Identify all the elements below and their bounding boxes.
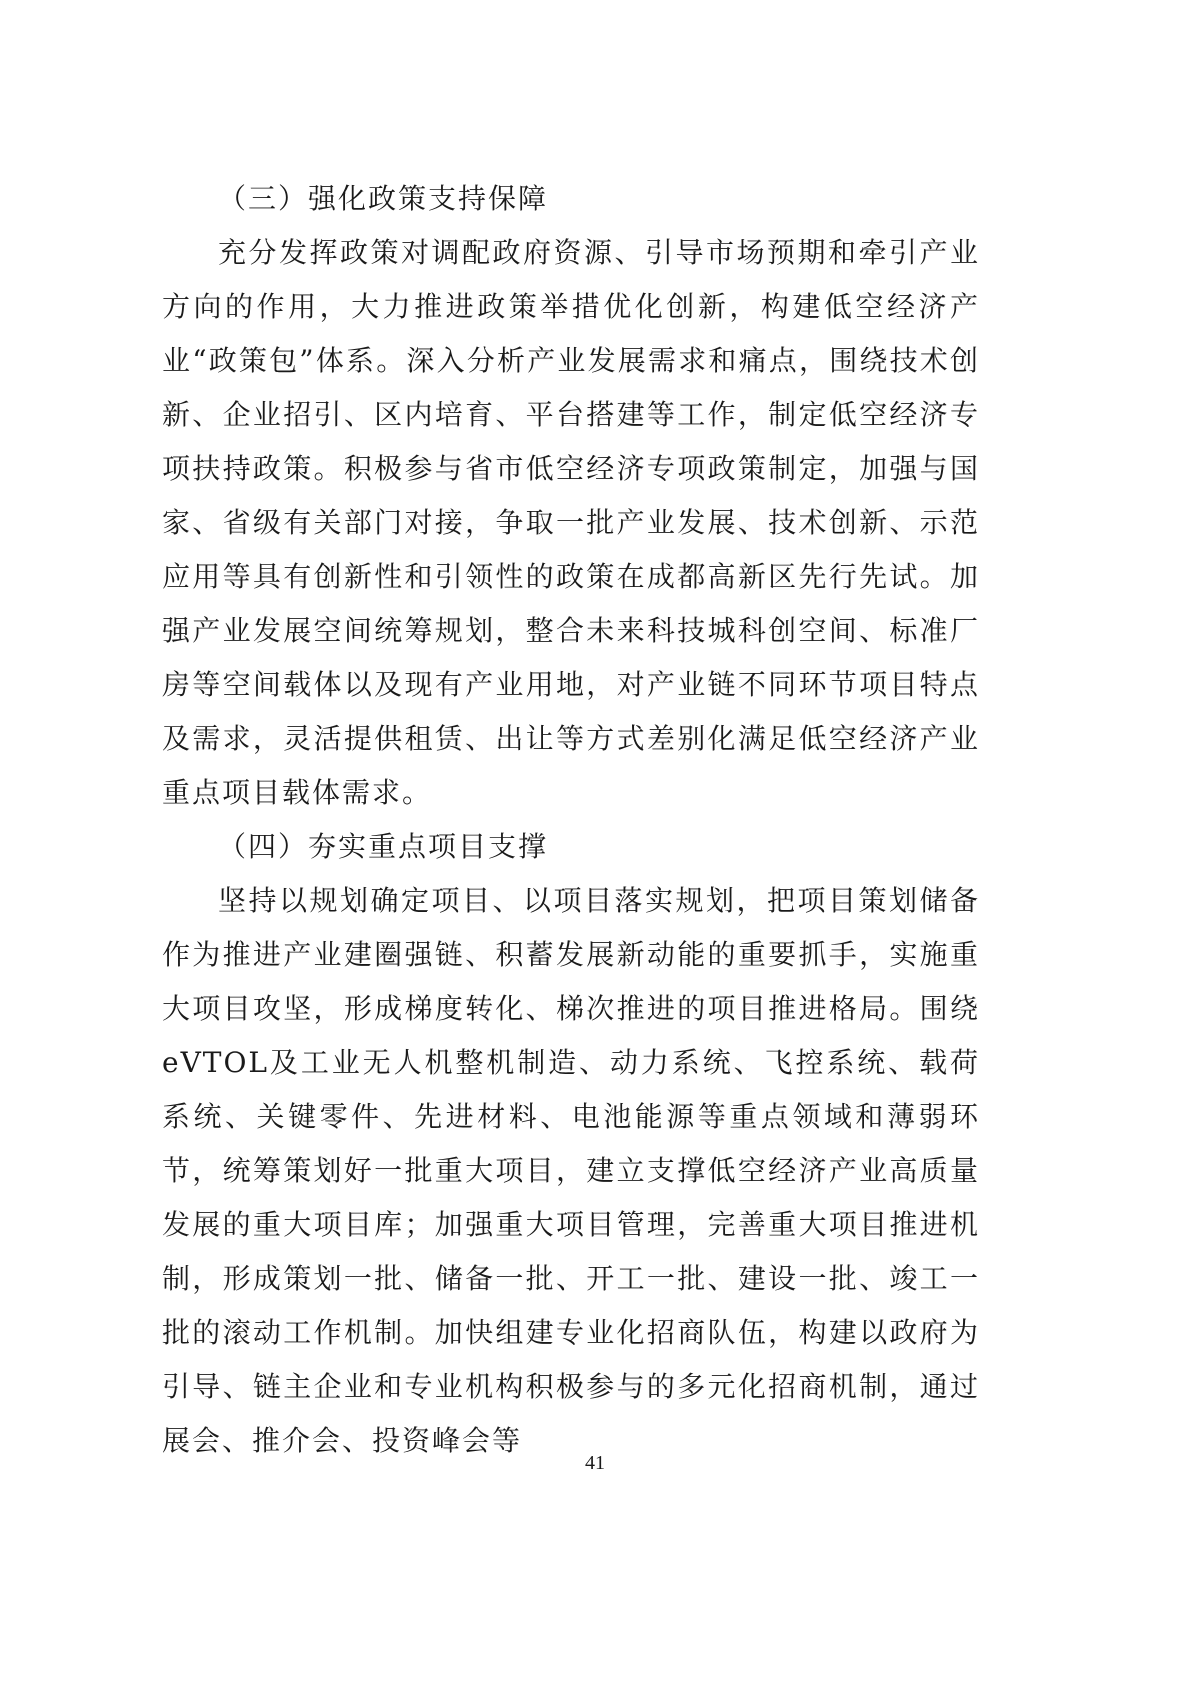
- page-content: [162, 172, 980, 1468]
- page-number: 41: [585, 1452, 605, 1474]
- section-heading-4: （四）夯实重点项目支撑: [218, 830, 549, 863]
- section-paragraph-4: 坚持以规划确定项目、以项目落实规划，把项目策划储备作为推进产业建圈强链、积蓄发展新动能的重要抓手，实施重大项目攻坚，形成梯度转化、梯次推进的项目推进格局。围绕eVTOL及工业无人机整机制造、动力系统、飞控系统、载荷系统、关键零件、先进材料、电池能源等重点领域和薄弱环节，统筹策划好一批重大项目，建立支撑低空经济产业高质量发展的重大项目库；加强重大项目管理，完善重大项目推进机制，形成策划一批、储备一批、开工一批、建设一批、竣工一批的滚动工作机制。加快组建专业化招商队伍，构建以政府为引导、链主企业和专业机构积极参与的多元化招商机制，通过展会、推介会、投资峰会等: [162, 884, 980, 1457]
- section-paragraph-3: 充分发挥政策对调配政府资源、引导市场预期和牵引产业方向的作用，大力推进政策举措优化创新，构建低空经济产业“政策包”体系。深入分析产业发展需求和痛点，围绕技术创新、企业招引、区内培育、平台搭建等工作，制定低空经济专项扶持政策。积极参与省市低空经济专项政策制定，加强与国家、省级有关部门对接，争取一批产业发展、技术创新、示范应用等具有创新性和引领性的政策在成都高新区先行先试。加强产业发展空间统筹规划，整合未来科技城科创空间、标准厂房等空间载体以及现有产业用地，对产业链不同环节项目特点及需求，灵活提供租赁、出让等方式差别化满足低空经济产业重点项目载体需求。: [162, 236, 980, 809]
- section-heading-3: （三）强化政策支持保障: [218, 182, 549, 215]
